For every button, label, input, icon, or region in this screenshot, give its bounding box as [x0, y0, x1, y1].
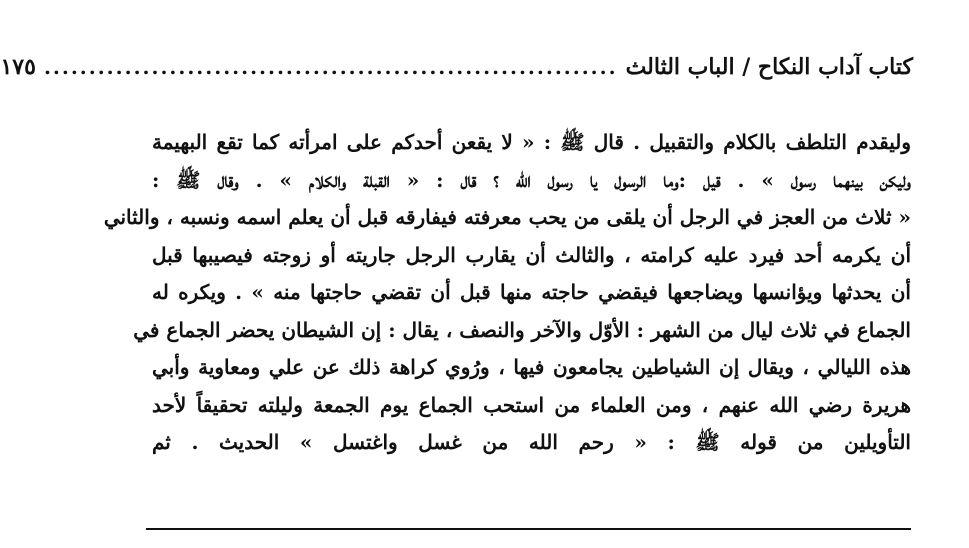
text-line: وليكن بينهما رسول » . قيل :وما الرسول يا رسول الله ؟ قال : « القبلة والكلام » . وقال ﷺ : — [152, 167, 911, 192]
text-line: أن يحدثها ويؤانسها ويضاجعها فيقضي حاجته منها قبل أن تقضي حاجتها منه » . ويكره له — [152, 280, 911, 304]
leader-dots: ................................................................ — [43, 55, 618, 79]
text-line: التأويلين من قوله ﷺ : « رحم الله من غسل واغتسل » الحديث . ثم — [152, 430, 911, 454]
page-number: ١٧٥ — [0, 54, 36, 80]
chapter-title: كتاب آداب النكاح / الباب الثالث — [625, 54, 913, 80]
text-line: وليقدم التلطف بالكلام والتقبيل . قال ﷺ : « لا يقعن أحدكم على امرأته كما تقع البهيمة — [152, 130, 911, 154]
body-paragraph — [103, 124, 911, 462]
text-line: هريرة رضي الله عنهم ، ومن العلماء من استحب الجماع يوم الجمعة وليلته تحقيقاً لأحد — [152, 392, 911, 417]
text-line: الجماع في ثلاث ليال من الشهر : الأوّل والآخر والنصف ، يقال : إن الشيطان يحضر الجماع في — [133, 317, 911, 342]
text-line: أن يكرمه أحد فيرد عليه كرامته ، والثالث أن يقارب الرجل جاريته أو زوجته فيصيبها قبل — [152, 242, 911, 267]
text-line: « ثلاث من العجز في الرجل أن يلقى من يحب معرفته فيفارقه قبل أن يعلم اسمه ونسبه ، والثاني — [103, 205, 911, 229]
text-line: هذه الليالي ، ويقال إن الشياطين يجامعون فيها ، ورُوي كراهة ذلك عن علي ومعاوية وأبي — [152, 355, 911, 379]
running-header — [0, 50, 913, 84]
footnote-divider — [146, 528, 911, 530]
